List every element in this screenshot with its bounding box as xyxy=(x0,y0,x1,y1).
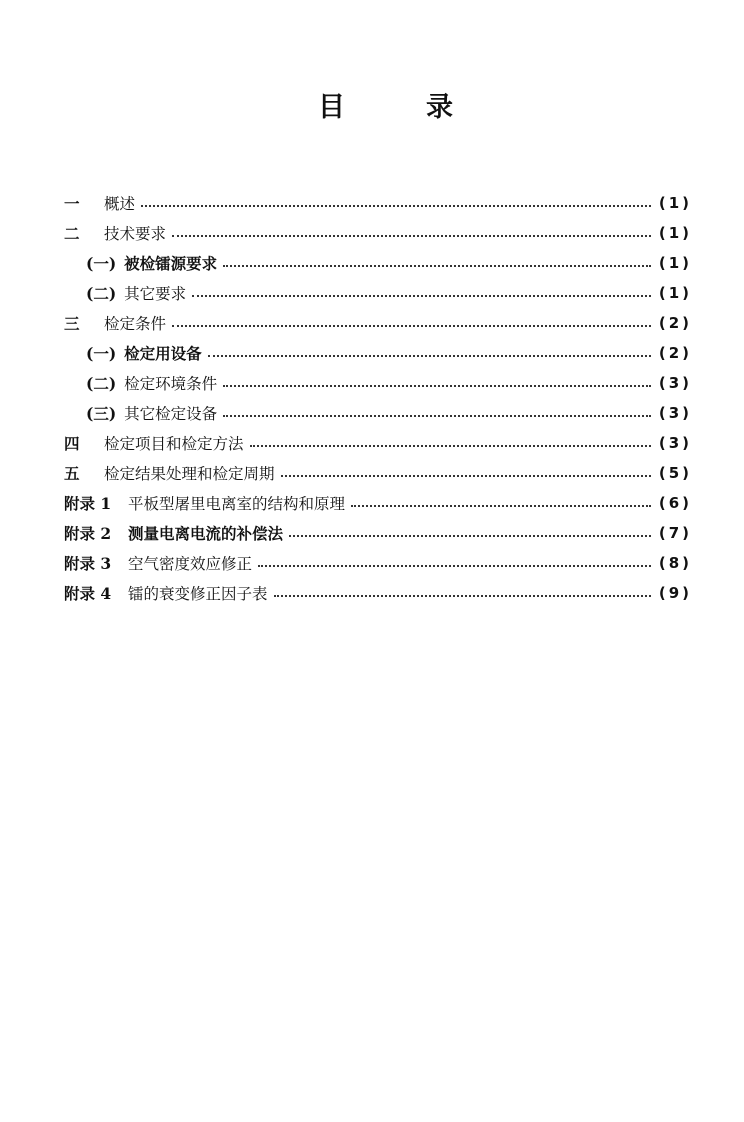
toc-row[interactable] xyxy=(64,338,692,368)
toc-label: 检定用设备 xyxy=(124,344,202,363)
toc-number: (三) xyxy=(86,404,117,423)
toc-row[interactable] xyxy=(64,218,692,248)
toc-label: 被检镭源要求 xyxy=(124,254,218,273)
toc-leader-dots xyxy=(281,475,651,477)
toc-leader-dots xyxy=(289,535,651,537)
toc-label: 测量电离电流的补偿法 xyxy=(128,524,284,543)
toc-leader-dots xyxy=(351,505,651,507)
toc-leader-dots xyxy=(172,325,651,327)
toc-page-number: (1) xyxy=(658,254,692,272)
toc-leader-dots xyxy=(172,235,651,237)
toc-row[interactable] xyxy=(64,458,692,488)
toc-row[interactable] xyxy=(64,548,692,578)
toc-label: 检定条件 xyxy=(104,315,167,333)
toc-label: 概述 xyxy=(104,195,136,213)
toc-page-number: (1) xyxy=(658,194,692,212)
toc-row[interactable] xyxy=(64,188,692,218)
toc-number: 附录 1 xyxy=(64,494,112,513)
toc-number: (二) xyxy=(86,374,117,393)
toc-page-number: (8) xyxy=(658,554,692,572)
toc-page-number: (5) xyxy=(658,464,692,482)
toc-row[interactable] xyxy=(64,518,692,548)
toc-leader-dots xyxy=(223,385,651,387)
toc-page-number: (1) xyxy=(658,224,692,242)
toc-number: 附录 2 xyxy=(64,524,112,543)
toc-number: (二) xyxy=(86,284,117,303)
toc-number: (一) xyxy=(86,254,117,273)
title-char-lu: 录 xyxy=(426,92,453,123)
toc-row[interactable] xyxy=(64,368,692,398)
toc-label: 检定结果处理和检定周期 xyxy=(104,465,275,483)
toc-number: 四 xyxy=(64,434,80,453)
toc-label: 镭的衰变修正因子表 xyxy=(128,585,268,603)
toc-row[interactable] xyxy=(64,428,692,458)
toc-label: 其它检定设备 xyxy=(124,405,218,423)
toc-label: 空气密度效应修正 xyxy=(128,555,253,573)
toc-label: 其它要求 xyxy=(124,285,187,303)
toc-row[interactable] xyxy=(64,578,692,608)
toc-label: 检定项目和检定方法 xyxy=(104,435,244,453)
toc-page-number: (3) xyxy=(658,434,692,452)
toc-leader-dots xyxy=(223,265,651,267)
toc-label: 检定环境条件 xyxy=(124,375,218,393)
toc-page-number: (1) xyxy=(658,284,692,302)
toc-number: 附录 4 xyxy=(64,584,112,603)
toc-page-number: (9) xyxy=(658,584,692,602)
toc-page-number: (2) xyxy=(658,344,692,362)
toc-label: 技术要求 xyxy=(104,225,167,243)
page-title xyxy=(0,88,744,128)
toc-leader-dots xyxy=(192,295,651,297)
toc-number: 五 xyxy=(64,464,80,483)
toc-label: 平板型屠里电离室的结构和原理 xyxy=(128,495,346,513)
toc-page-number: (3) xyxy=(658,404,692,422)
toc-page-number: (3) xyxy=(658,374,692,392)
toc-page-number: (2) xyxy=(658,314,692,332)
toc-number: 三 xyxy=(64,314,80,333)
toc-leader-dots xyxy=(208,355,651,357)
table-of-contents xyxy=(64,188,692,608)
toc-leader-dots xyxy=(141,205,651,207)
toc-page-number: (6) xyxy=(658,494,692,512)
toc-leader-dots xyxy=(223,415,651,417)
toc-number: 一 xyxy=(64,194,80,213)
toc-row[interactable] xyxy=(64,308,692,338)
toc-leader-dots xyxy=(250,445,651,447)
toc-row[interactable] xyxy=(64,248,692,278)
toc-leader-dots xyxy=(274,595,651,597)
title-char-mu: 目 xyxy=(318,92,345,123)
toc-page-number: (7) xyxy=(658,524,692,542)
toc-row[interactable] xyxy=(64,398,692,428)
toc-number: (一) xyxy=(86,344,117,363)
toc-number: 附录 3 xyxy=(64,554,112,573)
toc-leader-dots xyxy=(258,565,651,567)
toc-number: 二 xyxy=(64,224,80,243)
toc-row[interactable] xyxy=(64,488,692,518)
toc-row[interactable] xyxy=(64,278,692,308)
